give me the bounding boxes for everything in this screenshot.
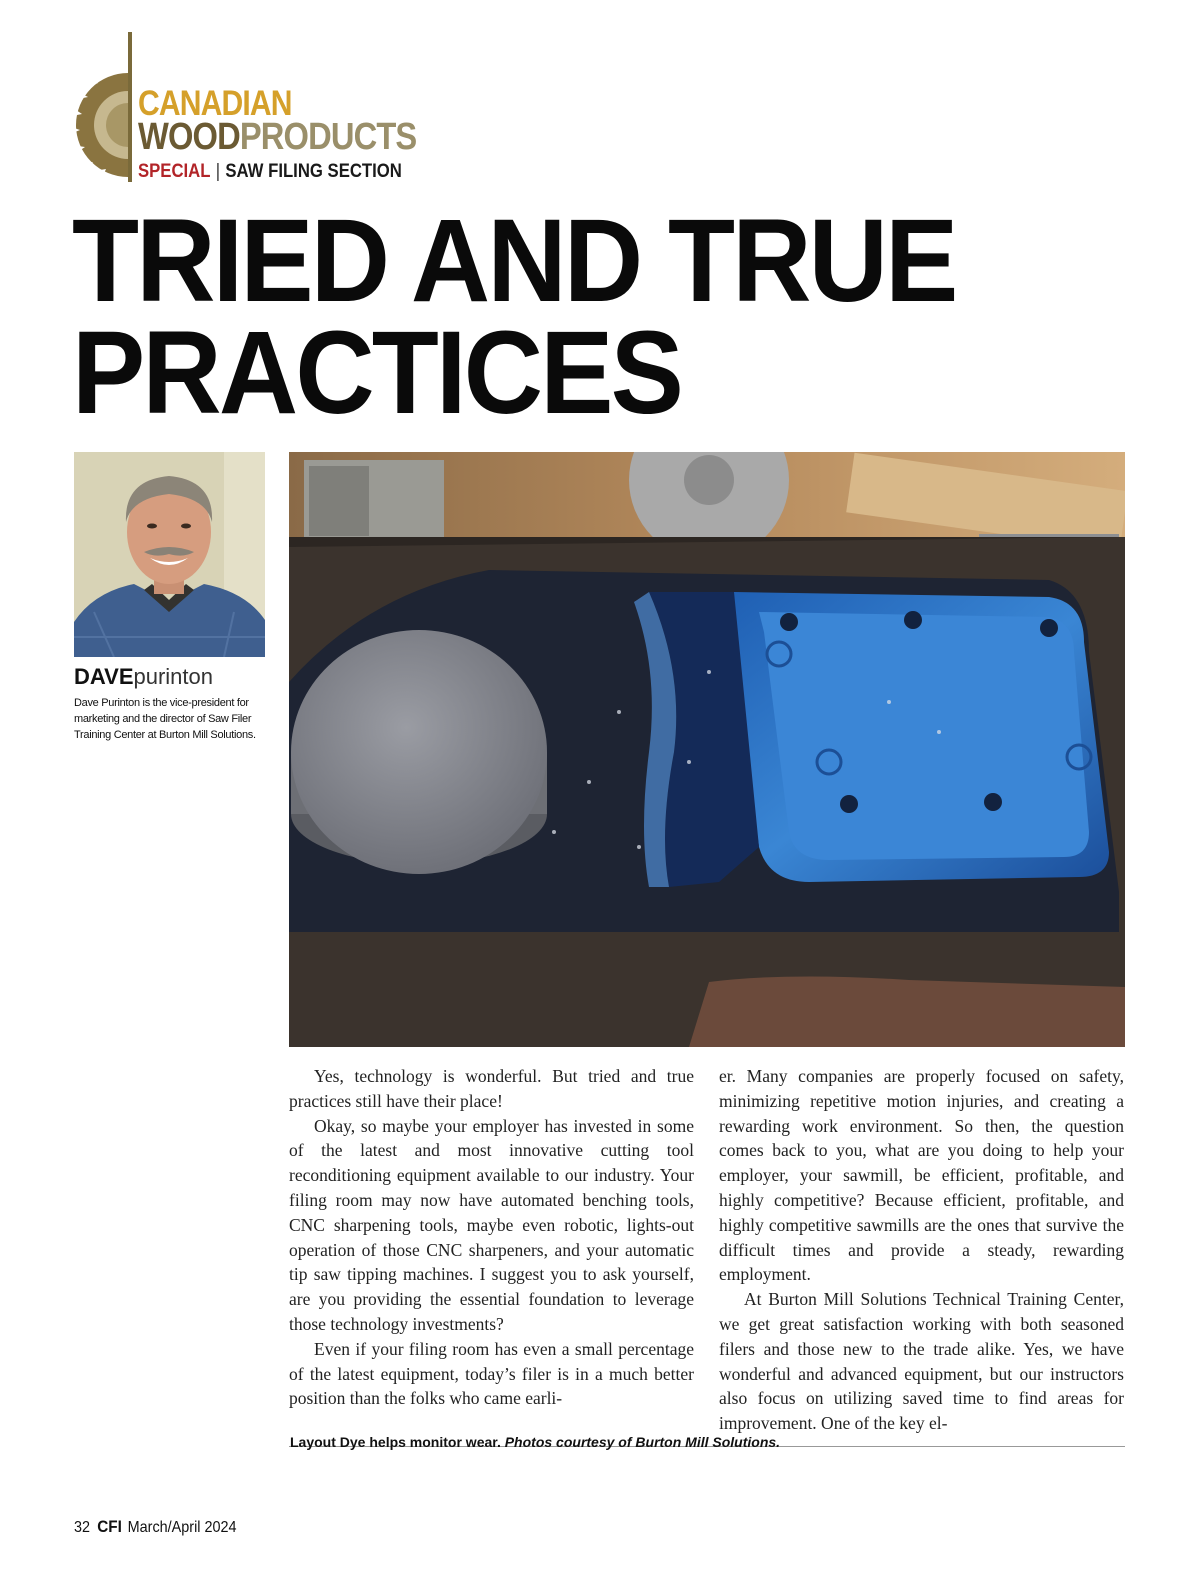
photo-credit: Photos courtesy of Burton Mill Solutions.: [504, 1434, 781, 1450]
author-last-name: purinton: [133, 664, 214, 689]
headline-line-1: TRIED AND TRUE: [72, 195, 956, 327]
body-paragraph: Yes, technology is wonderful. But tried and true practices still have their place!: [289, 1066, 694, 1111]
author-photo: [74, 452, 265, 657]
body-paragraph: At Burton Mill Solutions Technical Training Center, we get great satisfaction working with both seasoned filers and those new to the trade alike. Yes, we have wonderful and advanced equipment, but our instructors also focus on utilizing saved time to find areas for improvement. One of the key el-: [719, 1289, 1124, 1434]
author-name: [74, 664, 213, 690]
section-tag-special: SPECIAL: [138, 161, 211, 182]
brand-wood: WOOD: [138, 116, 240, 158]
section-tag-name: SAW FILING SECTION: [225, 161, 402, 182]
brand-name-canadian: CANADIAN: [138, 84, 292, 123]
photo-caption: [290, 1434, 1150, 1450]
masthead-divider: [128, 32, 132, 182]
headline-line-2: PRACTICES: [72, 307, 682, 439]
page-folio: [74, 1517, 237, 1537]
section-tag: [138, 161, 402, 183]
issue-date: March/April 2024: [127, 1519, 237, 1536]
article-photo: [289, 452, 1125, 1047]
body-paragraph: er. Many companies are properly focused on safety, minimizing repetitive motion injuries, and creating a rewarding work environment. So then, the question comes back to you, what are you doing to help your employer, your sawmill, be efficient, profitable, and highly competitive? Because efficient, profitable, and highly competitive sawmills are the ones that survive the difficult times and provide a steady, rewarding employment.: [719, 1066, 1124, 1285]
body-paragraph: Even if your filing room has even a small percentage of the latest equipment, today’s filer is in a much better position than the folks who came earli-: [289, 1338, 694, 1409]
brand-name-woodproducts: [138, 116, 416, 159]
article-headline: [72, 195, 1076, 439]
masthead: [70, 32, 490, 187]
magazine-name: CFI: [97, 1517, 122, 1536]
author-first-name: DAVE: [74, 664, 134, 689]
caption-text: Layout Dye helps monitor wear.: [290, 1434, 501, 1450]
body-paragraph: Okay, so maybe your employer has invested in some of the latest and most innovative cutting tool reconditioning equipment available to our industry. Your filing room may now have automated benching tools, CNC sharpening tools, maybe even robotic, lights-out operation of those CNC sharpeners, and your automatic tip saw tipping machines. I suggest you to ask yourself, are you providing the essential foundation to leverage those technology investments?: [289, 1115, 694, 1334]
author-bio: Dave Purinton is the vice-president for marketing and the director of Saw Filer Training Center at Burton Mill Solutions.: [74, 697, 256, 741]
brand-products: PRODUCTS: [239, 116, 417, 158]
section-tag-separator: |: [215, 161, 221, 182]
body-column-left: [289, 1064, 694, 1411]
body-column-right: [719, 1064, 1124, 1436]
page-number: 32: [74, 1519, 91, 1536]
